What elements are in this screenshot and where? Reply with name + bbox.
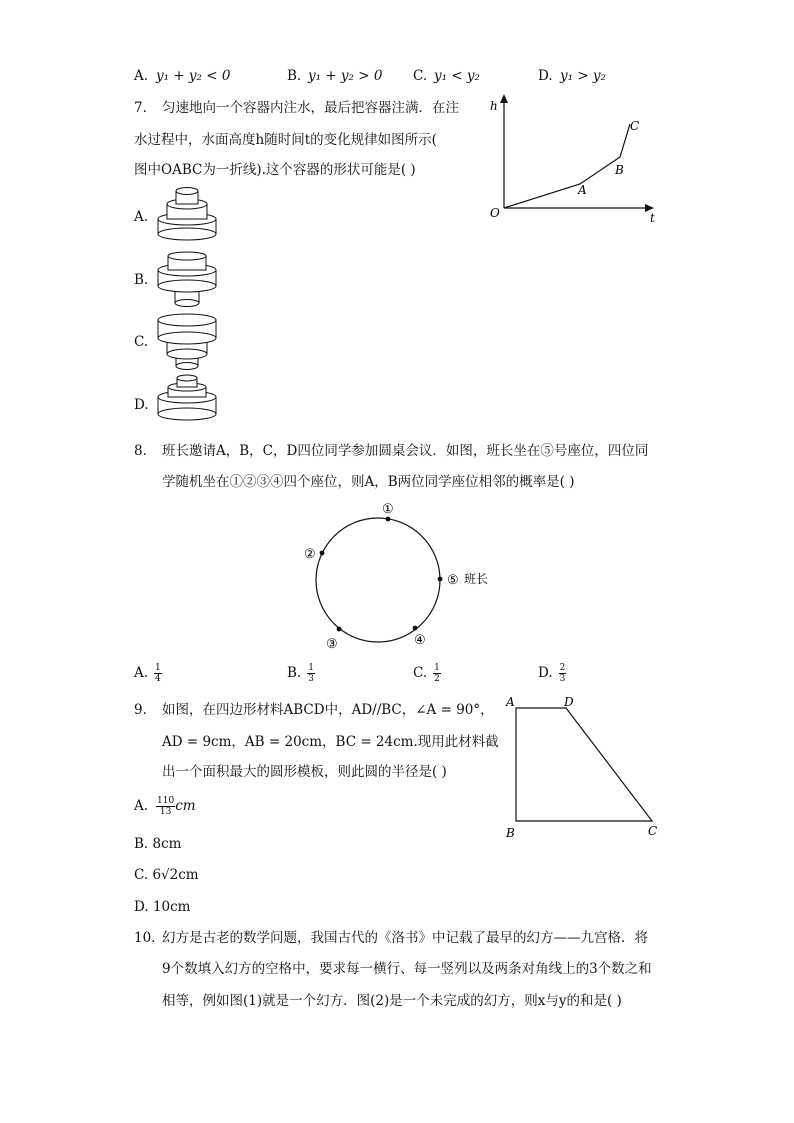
- q8-seat-1: ①: [382, 502, 394, 517]
- q8-seat-2: ②: [304, 547, 316, 562]
- q7-label-o: O: [490, 206, 500, 220]
- q9-line-1: 如图，在四边形材料ABCD中，AD//BC，∠A = 90°，: [162, 702, 494, 718]
- q9-option-d: D. 10cm: [134, 899, 191, 915]
- q10-line-1: 幻方是古老的数学问题，我国古代的《洛书》中记载了最早的幻方——九宫格．将: [162, 930, 648, 946]
- q7-container-d-icon: [155, 375, 221, 435]
- q8-option-a: A. $\frac{1}{4}$: [134, 663, 161, 684]
- q6-option-c-text: y₁ < y₂: [434, 68, 480, 84]
- q8-round-table-diagram: [296, 498, 516, 658]
- q9-option-c: C. 6√2cm: [134, 867, 199, 883]
- q10-number: 10.: [134, 930, 156, 946]
- q7-label-b: B: [615, 163, 624, 177]
- q7-container-c-icon: [155, 312, 221, 372]
- q8-option-d: D. $\frac{2}{3}$: [538, 663, 566, 684]
- q8-seat-4: ④: [414, 633, 426, 648]
- q7-option-c: C.: [134, 334, 149, 350]
- q7-option-d: D.: [134, 397, 149, 413]
- q7-label-h: h: [490, 99, 498, 113]
- q9-line-3: 出一个面积最大的圆形模板，则此圆的半径是( ): [162, 764, 447, 780]
- q9-number: 9.: [134, 702, 147, 718]
- q9-label-a: A: [506, 695, 515, 709]
- q7-number: 7.: [134, 100, 147, 116]
- q6-option-d-text: y₁ > y₂: [560, 68, 606, 84]
- q8-line-1: 班长邀请A，B，C，D四位同学参加圆桌会议．如图，班长坐在⑤号座位，四位同: [162, 443, 649, 459]
- q9-option-a: A. $\frac{110}{13}$ cm: [134, 796, 196, 817]
- q7-line-3: 图中OABC为一折线).这个容器的形状可能是( ): [134, 162, 416, 178]
- q6-option-a-letter: A.: [134, 68, 149, 84]
- q9-option-b: B. 8cm: [134, 836, 182, 852]
- q7-label-c: C: [630, 119, 640, 133]
- q8-seat-3: ③: [326, 637, 338, 652]
- q6-option-c-letter: C.: [413, 68, 428, 84]
- q9-label-b: B: [506, 826, 515, 840]
- q7-graph-polyline: [504, 124, 630, 208]
- q9-label-c: C: [648, 824, 658, 838]
- q7-container-b-icon: [155, 250, 221, 308]
- q6-option-b-text: y₁ + y₂ > 0: [308, 68, 383, 84]
- q9-label-d: D: [564, 695, 574, 709]
- q10-line-3: 相等，例如图(1)就是一个幻方．图(2)是一个未完成的幻方，则x与y的和是( ): [162, 993, 622, 1009]
- q9-line-2: AD = 9cm，AB = 20cm，BC = 24cm.现用此材料截: [162, 734, 499, 750]
- q7-option-b: B.: [134, 272, 149, 288]
- q6-option-a-text: y₁ + y₂ < 0: [156, 68, 231, 84]
- q8-monitor-label: 班长: [464, 572, 489, 586]
- q8-number: 8.: [134, 443, 147, 459]
- q8-seat-5: ⑤: [447, 573, 459, 588]
- q8-option-b: B. $\frac{1}{3}$: [287, 663, 314, 684]
- q7-container-a-icon: [155, 186, 221, 246]
- q7-line-1: 匀速地向一个容器内注水，最后把容器注满．在注: [162, 100, 459, 116]
- q7-label-a: A: [578, 183, 587, 197]
- q6-option-b-letter: B.: [287, 68, 302, 84]
- q8-option-c: C. $\frac{1}{2}$: [413, 663, 440, 684]
- q9-quadrilateral-figure: [500, 692, 670, 842]
- q7-option-a: A.: [134, 209, 149, 225]
- q7-line-2: 水过程中，水面高度h随时间t的变化规律如图所示(: [134, 132, 437, 148]
- q10-line-2: 9个数填入幻方的空格中，要求每一横行、每一竖列以及两条对角线上的3个数之和: [162, 961, 652, 977]
- q6-option-d-letter: D.: [538, 68, 553, 84]
- q7-label-t: t: [650, 211, 655, 225]
- q8-line-2: 学随机坐在①②③④四个座位，则A，B两位同学座位相邻的概率是( ): [162, 474, 575, 490]
- q7-water-height-graph: [480, 90, 660, 230]
